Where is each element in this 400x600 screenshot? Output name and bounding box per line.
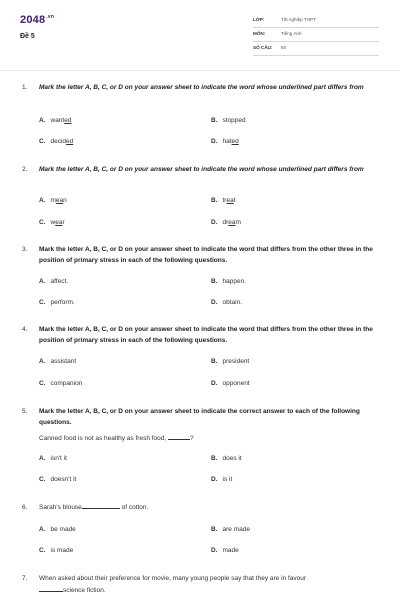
option-letter: C.: [39, 219, 46, 226]
option-letter: D.: [211, 380, 218, 387]
option-text: are made: [222, 526, 250, 533]
option-letter: A.: [39, 455, 46, 462]
question-number: 3.: [22, 246, 28, 253]
question-stem: [39, 435, 194, 442]
option-letter: D.: [211, 547, 218, 554]
option-text: is it: [222, 476, 233, 483]
meta-count: [253, 45, 286, 50]
underlined-part: ea: [226, 197, 234, 204]
option-b[interactable]: [211, 455, 242, 462]
page-header: [0, 0, 400, 68]
option-text-part: hat: [222, 138, 232, 145]
option-c[interactable]: [39, 547, 73, 554]
option-letter: B.: [211, 455, 218, 462]
question-stem: When asked about their preference for movie, many young people say that they are in favour: [39, 575, 307, 582]
divider: [253, 41, 379, 42]
option-letter: B.: [211, 278, 218, 285]
option-letter: C.: [39, 138, 46, 145]
option-text-part: r: [62, 219, 65, 226]
option-text-part: want: [50, 117, 65, 124]
answer-blank: [168, 439, 190, 440]
option-text: assistant: [50, 358, 77, 365]
underlined-part: ed: [231, 138, 239, 145]
question-number: 1.: [22, 84, 28, 91]
option-text: happen.: [222, 278, 246, 285]
option-text: perform.: [50, 299, 75, 306]
question-number: 2.: [22, 166, 28, 173]
option-letter: B.: [211, 197, 218, 204]
option-letter: B.: [211, 117, 218, 124]
option-a[interactable]: [39, 526, 76, 533]
question-stem: [39, 504, 148, 511]
option-letter: D.: [211, 219, 218, 226]
answer-blank: [82, 508, 120, 509]
question-instruction: Mark the letter A, B, C, or D on your answer sheet to indicate the word whose underlined part differs from: [39, 166, 364, 173]
stem-text: ?: [190, 435, 194, 442]
option-b[interactable]: [211, 117, 246, 124]
stem-text: of cotton.: [119, 504, 149, 511]
logo-suffix: .vn: [46, 14, 55, 21]
option-text-part: dr: [222, 219, 229, 226]
option-c[interactable]: [39, 219, 65, 226]
option-a[interactable]: [39, 117, 71, 124]
meta-subject: [253, 31, 302, 36]
option-letter: C.: [39, 476, 46, 483]
option-letter: A.: [39, 117, 46, 124]
option-letter: B.: [211, 526, 218, 533]
option-text: opponent: [222, 380, 250, 387]
question-stem-continued: [39, 587, 106, 594]
meta-subject-value: Tiếng Anh: [281, 31, 302, 36]
option-text: doesn't it: [50, 476, 77, 483]
question-instruction: Mark the letter A, B, C, or D on your answer sheet to indicate the correct answer to each of the following questions.: [39, 408, 360, 426]
header-divider: [0, 70, 400, 71]
option-letter: B.: [211, 358, 218, 365]
option-text-part: w: [50, 219, 56, 226]
site-logo[interactable]: [20, 14, 54, 26]
option-text-part: decid: [50, 138, 67, 145]
underlined-part: ea: [55, 197, 64, 204]
option-letter: C.: [39, 547, 46, 554]
option-text-part: m: [50, 197, 56, 204]
option-c[interactable]: [39, 476, 76, 483]
option-c[interactable]: [39, 299, 75, 306]
option-letter: D.: [211, 138, 218, 145]
meta-subject-label: MÔN:: [253, 31, 266, 36]
stem-text: science fiction.: [63, 587, 106, 594]
option-letter: C.: [39, 299, 46, 306]
option-letter: A.: [39, 526, 46, 533]
option-text-part: m: [235, 219, 241, 226]
meta-count-value: 50: [281, 45, 287, 50]
meta-class-value: Tốt nghiệp THPT: [281, 17, 316, 22]
option-d[interactable]: [211, 138, 239, 145]
stem-text: Sarah's blouse: [39, 504, 82, 511]
option-letter: A.: [39, 278, 46, 285]
option-letter: A.: [39, 358, 46, 365]
underlined-part: ea: [55, 219, 63, 226]
question-instruction: Mark the letter A, B, C, or D on your answer sheet to indicate the word that differs from the other three in the position of primary stress in each of the following questions.: [39, 326, 373, 344]
meta-class-label: LỚP:: [253, 17, 265, 22]
option-text: obtain.: [222, 299, 243, 306]
option-a[interactable]: [39, 358, 76, 365]
option-letter: D.: [211, 299, 218, 306]
exam-title: Đề 5: [20, 33, 35, 40]
option-letter: D.: [211, 476, 218, 483]
question-number: 4.: [22, 326, 28, 333]
meta-count-label: SỐ CÂU:: [253, 45, 273, 50]
option-d[interactable]: [211, 476, 232, 483]
option-letter: C.: [39, 380, 46, 387]
option-b[interactable]: [211, 278, 246, 285]
underlined-part: ed: [66, 138, 74, 145]
underlined-part: ea: [228, 219, 236, 226]
divider: [253, 55, 379, 56]
option-text: does it: [222, 455, 242, 462]
question-instruction: Mark the letter A, B, C, or D on your answer sheet to indicate the word that differs from the other three in the position of primary stress in each of the following questions.: [39, 246, 373, 264]
option-c[interactable]: [39, 380, 82, 387]
option-text: isn't it: [50, 455, 67, 462]
option-a[interactable]: [39, 197, 67, 204]
option-d[interactable]: [211, 547, 239, 554]
option-text-part: t: [233, 197, 236, 204]
option-letter: A.: [39, 197, 46, 204]
option-text: companion: [50, 380, 83, 387]
option-d[interactable]: [211, 380, 250, 387]
meta-class: [253, 17, 316, 22]
question-instruction: Mark the letter A, B, C, or D on your answer sheet to indicate the word whose underlined part differs from: [39, 84, 364, 91]
divider: [253, 27, 379, 28]
option-b[interactable]: [211, 197, 236, 204]
option-text: is made: [50, 547, 74, 554]
option-d[interactable]: [211, 219, 241, 226]
option-text-part: n: [63, 197, 67, 204]
stem-text: Canned food is not as healthy as fresh food,: [39, 435, 169, 442]
option-text-part: stopped: [222, 117, 246, 124]
option-text: be made: [50, 526, 76, 533]
question-number: 5.: [22, 408, 28, 415]
option-text: affect.: [50, 278, 69, 285]
option-a[interactable]: [39, 455, 67, 462]
question-number: 6.: [22, 504, 28, 511]
answer-blank: [39, 591, 63, 592]
underlined-part: ed: [64, 117, 72, 124]
logo-text: 2048: [20, 14, 46, 26]
option-d[interactable]: [211, 299, 242, 306]
option-text-part: tr: [222, 197, 227, 204]
option-text: president: [222, 358, 250, 365]
option-a[interactable]: [39, 278, 68, 285]
option-c[interactable]: [39, 138, 73, 145]
option-b[interactable]: [211, 526, 250, 533]
option-b[interactable]: [211, 358, 249, 365]
option-text: made: [222, 547, 239, 554]
question-number: 7.: [22, 575, 28, 582]
